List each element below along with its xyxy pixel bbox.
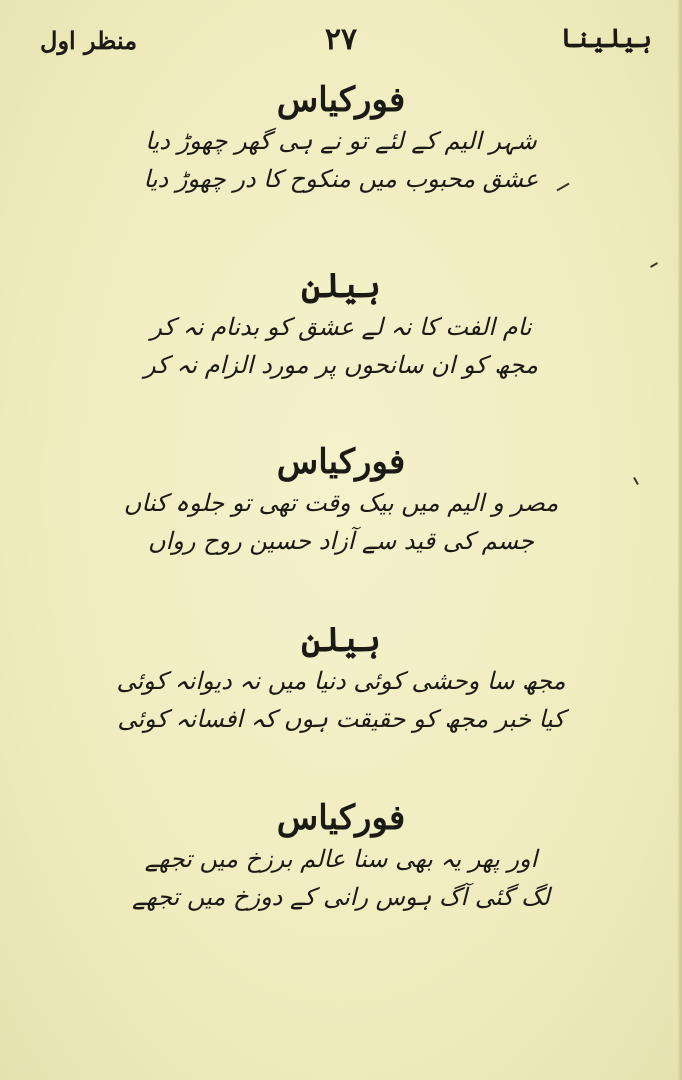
verse-line: عشق محبوب میں منکوح کا در چھوڑ دیا <box>143 165 539 193</box>
verse-line: اور پھر یہ بھی سنا عالم برزخ میں تجھے <box>144 845 538 873</box>
stanza <box>0 618 682 738</box>
speaker-name: فورکیاس <box>276 80 406 120</box>
stanza <box>0 440 682 560</box>
scene-label: منظر اول <box>40 26 138 55</box>
running-title: ہیلینا <box>560 24 652 54</box>
verse-line: جسم کی قید سے آزاد حسین روح رواں <box>147 527 535 555</box>
verse-line: شہر الیم کے لئے تو نے ہی گھر چھوڑ دیا <box>145 127 537 155</box>
stanza <box>0 264 682 384</box>
speaker-name: فورکیاس <box>276 798 406 838</box>
verse-line: کیا خبر مجھ کو حقیقت ہوں کہ افسانہ کوئی <box>117 705 565 733</box>
verse-line: مصر و الیم میں بیک وقت تھی تو جلوہ کناں <box>123 489 559 517</box>
stanza <box>0 796 682 916</box>
verse-line: مجھ کو ان سانحوں پر مورد الزام نہ کر <box>144 351 538 379</box>
page-header <box>0 18 682 68</box>
verse-line: لگ گئی آگ ہوس رانی کے دوزخ میں تجھے <box>132 883 550 911</box>
speaker-name: ہیلن <box>301 620 381 660</box>
verse-line: نام الفت کا نہ لے عشق کو بدنام نہ کر <box>150 313 532 341</box>
speaker-name: ہیلن <box>301 266 381 306</box>
stanza <box>0 78 682 198</box>
page-number: ۲۷ <box>324 22 358 57</box>
speaker-name: فورکیاس <box>276 442 406 482</box>
verse-line: مجھ سا وحشی کوئی دنیا میں نہ دیوانہ کوئی <box>116 667 566 695</box>
